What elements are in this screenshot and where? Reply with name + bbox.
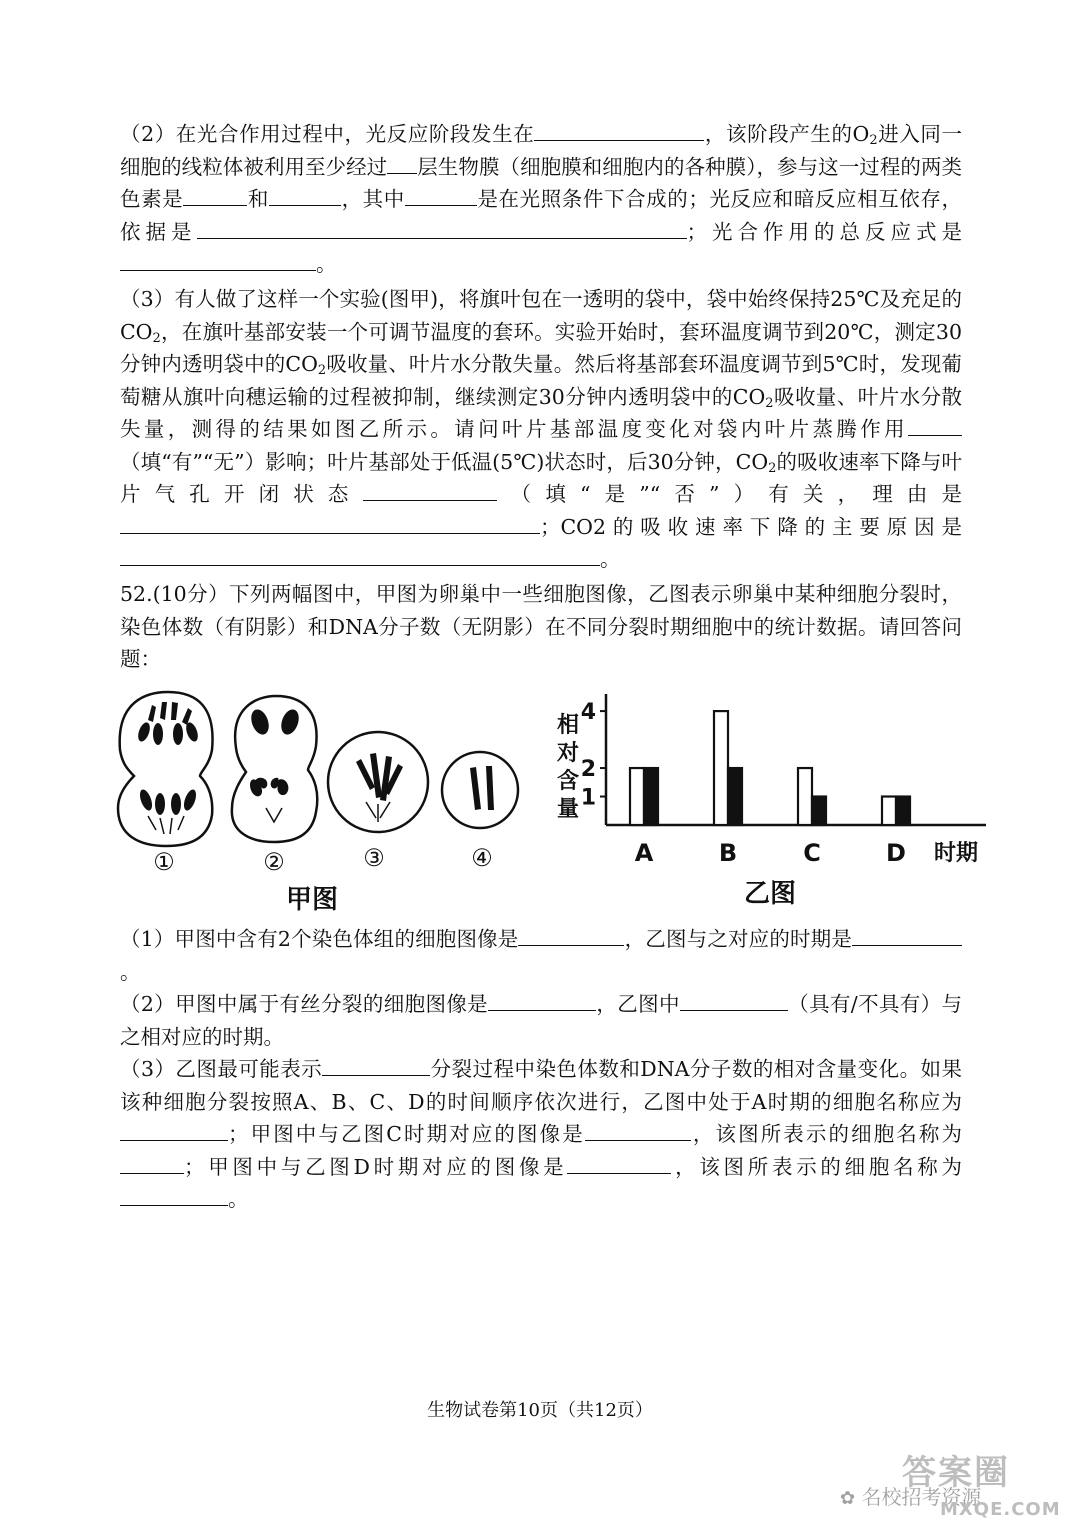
- q51-part3: [120, 283, 962, 576]
- q51-p3-s1: （3）有人做了这样一个实验(图甲)，将旗叶包在一透明的袋中，袋中始终保持25℃及充足的CO: [120, 287, 962, 344]
- caption-yi: 乙图: [743, 879, 797, 909]
- bar-dna-D: [882, 797, 896, 825]
- blank-interdependence-basis[interactable]: [197, 216, 687, 239]
- q52-sub3-s4: ，该图所表示的细胞名称为: [690, 1122, 963, 1146]
- q51-p2-s2: ，该阶段产生的O: [704, 122, 870, 146]
- q51-p2-s1: （2）在光合作用过程中，光反应阶段发生在: [120, 122, 535, 146]
- q52-sub3-s2: 分裂过程中染色体数和DNA分子数的相对含量变化。如果该种细胞分裂按照A、B、C、D的时间顺序依次进行，乙图中处于A时期的细胞名称应为: [120, 1057, 962, 1114]
- q51-p3-s5: （填“有”“无”）影响；叶片基部处于低温(5℃)状态时，后30分钟，CO: [120, 449, 769, 474]
- blank-transpiration-effect[interactable]: [908, 413, 962, 436]
- q52-sub2-s1: （2）甲图中属于有丝分裂的细胞图像是: [120, 992, 489, 1016]
- q51-p2-s6: ，其中: [340, 187, 405, 211]
- blank-image-d[interactable]: [567, 1151, 671, 1174]
- blank-stomata-related[interactable]: [363, 478, 497, 501]
- q52-intro-text: 52.(10分）下列两幅图中，甲图为卵巢中一些细胞图像，乙图表示卵巢中某种细胞分裂时，染色体数（有阴影）和DNA分子数（无阴影）在不同分裂时期细胞中的统计数据。请回答问题：: [120, 582, 962, 671]
- sub-2: 2: [765, 395, 774, 411]
- sub-2: 2: [317, 363, 327, 378]
- q52-sub2: [120, 988, 962, 1053]
- sub-2: 2: [152, 330, 161, 346]
- x-tick-label: D: [886, 839, 906, 867]
- blank-cell-name-d[interactable]: [120, 1183, 228, 1206]
- cell-4: [442, 752, 518, 828]
- cell-3: [328, 732, 428, 832]
- q52-sub1: [120, 923, 962, 988]
- blank-division-type[interactable]: [322, 1053, 430, 1076]
- blank-light-synthesized-pigment[interactable]: [405, 183, 477, 206]
- q52-sub3-s1: （3）乙图最可能表示: [120, 1057, 323, 1081]
- q51-p2-s9: 。: [316, 252, 337, 276]
- q51-part2: [120, 118, 962, 281]
- q52-sub3-s5: ；甲图中与乙图D时期对应的图像是: [184, 1154, 568, 1179]
- caption-jia: 甲图: [285, 885, 339, 915]
- ylabel-char-3: 含: [556, 769, 580, 794]
- blank-main-cause[interactable]: [120, 543, 600, 566]
- q52-sub3-s3: ；甲图中与乙图C时期对应的图像是: [228, 1122, 585, 1146]
- q51-p2-s3: 进入同一细胞的线粒体被利用至少经过: [120, 122, 963, 179]
- q51-p2-s5: 和: [247, 187, 269, 211]
- bar-dna-C: [798, 768, 812, 825]
- watermark-small-text: 名校招考资源: [861, 1485, 982, 1509]
- bar-chromosome-B: [728, 768, 742, 825]
- q52-sub3-s6: ，该图所表示的细胞名称为: [671, 1154, 963, 1179]
- q52-sub2-s3: （具有/不具有）与之相对应的时期。: [120, 992, 963, 1049]
- ylabel-char-4: 量: [556, 797, 580, 822]
- bar-chromosome-D: [896, 797, 910, 825]
- sub-2: 2: [869, 133, 878, 148]
- fig-jia: [118, 692, 518, 846]
- figure-group: [108, 680, 988, 920]
- sub-2: 2: [768, 460, 777, 476]
- fig-yi-chart: [581, 694, 986, 867]
- y-tick-label: 2: [580, 757, 596, 783]
- bar-dna-B: [714, 711, 728, 825]
- q51-p3-s2: ，在旗叶基部安装一个可调节温度的套环。实验开始时，套环温度调节到20℃，测定30分钟内透明袋中的CO: [120, 319, 962, 376]
- ylabel-char-1: 相: [556, 713, 580, 738]
- ylabel-char-2: 对: [556, 741, 580, 766]
- blank-image-c[interactable]: [585, 1118, 691, 1141]
- q52-sub1-s3: 。: [120, 959, 141, 984]
- blank-light-reaction-site[interactable]: [534, 118, 704, 141]
- cell-1: [118, 692, 213, 846]
- q52-sub2-s2: ，乙图中: [596, 992, 680, 1016]
- blank-cell-name-a[interactable]: [120, 1118, 228, 1141]
- cell-4-chromosomes: [470, 766, 494, 810]
- q52-sub1-s2: ，乙图与之对应的时期是: [624, 927, 852, 951]
- q52-sub1-s1: （1）甲图中含有2个染色体组的细胞图像是: [120, 927, 519, 951]
- blank-mitosis-cell[interactable]: [488, 988, 596, 1011]
- q52-intro: [120, 578, 962, 676]
- blank-overall-equation[interactable]: [120, 248, 316, 271]
- q52-sub3: [120, 1053, 962, 1216]
- blank-membrane-layers[interactable]: [387, 151, 417, 174]
- bar-dna-A: [630, 768, 644, 825]
- y-tick-label: 4: [580, 700, 596, 726]
- bar-chromosome-A: [644, 768, 658, 825]
- blank-pigment-2[interactable]: [269, 183, 341, 206]
- watermark-big: 答案圈: [902, 1453, 1010, 1493]
- page-footer: 生物试卷第10页（共12页）: [427, 1400, 653, 1421]
- bar-chromosome-C: [812, 797, 826, 825]
- x-tick-label: B: [718, 839, 738, 867]
- blank-corresponding-period[interactable]: [852, 923, 962, 946]
- watermark-url: MXQE.COM: [940, 1499, 1061, 1520]
- label-cell-1: ①: [153, 848, 175, 876]
- q51-p3-s3: 吸收量、叶片水分散失量。然后将基部套环温度调节到5℃时，发现葡萄糖从旗叶向穗运输的过程被抑制，继续测定30分钟内透明袋中的CO: [120, 352, 962, 409]
- blank-has-period[interactable]: [680, 988, 788, 1011]
- blank-pigment-1[interactable]: [183, 183, 247, 206]
- blank-reason[interactable]: [120, 511, 540, 534]
- q51-p2-s7: 是在光照条件下合成的；光反应和暗反应相互依存，依据是: [120, 187, 962, 244]
- q51-p3-s7: （填“是”“否”）有关，理由是: [496, 482, 963, 506]
- label-cell-2: ②: [263, 848, 285, 876]
- blank-cell-name-c[interactable]: [120, 1151, 184, 1174]
- label-cell-3: ③: [363, 844, 385, 872]
- label-cell-4: ④: [471, 844, 493, 872]
- q51-p2-s4: 层生物膜（细胞膜和细胞内的各种膜），参与这一过程的两类色素是: [120, 154, 963, 211]
- wechat-icon: ✿: [840, 1488, 856, 1509]
- q51-p3-s8: ；CO2的吸收速率下降的主要原因是: [540, 514, 962, 539]
- y-tick-label: 1: [580, 785, 596, 811]
- x-tick-label: A: [634, 839, 654, 867]
- xlabel-period: 时期: [933, 841, 979, 866]
- x-tick-label: C: [803, 839, 821, 867]
- cell-2: [232, 696, 317, 842]
- watermark: [840, 1445, 1070, 1520]
- q52-sub3-s7: 。: [228, 1187, 249, 1211]
- q51-p3-s6: 的吸收速率下降与叶片气孔开闭状态: [120, 449, 963, 506]
- q51-p3-s4: 吸收量、叶片水分散失量，测得的结果如图乙所示。请问叶片基部温度变化对袋内叶片蒸腾作用: [120, 384, 963, 441]
- blank-two-sets-cell[interactable]: [518, 923, 624, 946]
- q51-p3-s9: 。: [600, 547, 621, 571]
- q51-p2-s8: ；光合作用的总反应式是: [686, 219, 962, 244]
